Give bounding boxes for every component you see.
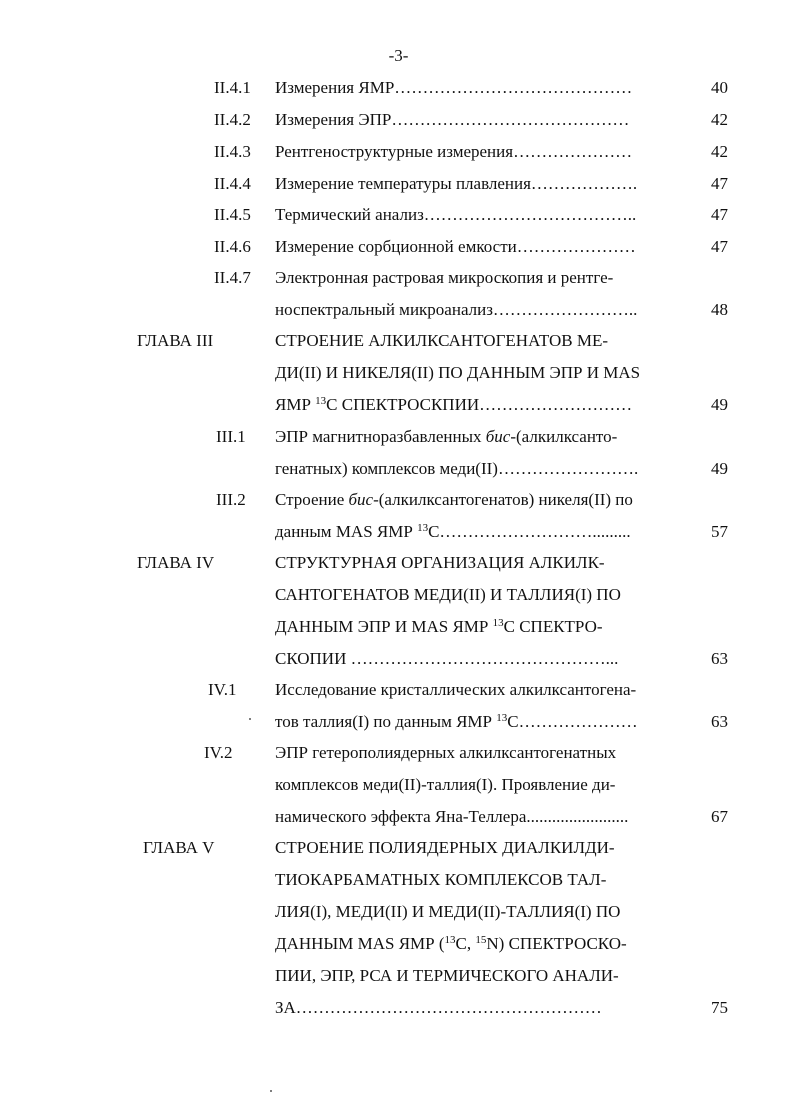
- scan-speck: [249, 718, 251, 720]
- text-segment: -(алкилксантогенатов) никеля(II) по: [373, 490, 633, 509]
- toc-entry-title: Термический анализ………………………………..: [275, 205, 637, 224]
- text-segment: N) СПЕКТРОСКО-: [486, 934, 627, 953]
- superscript: 13: [496, 712, 508, 724]
- superscript: 13: [444, 934, 456, 946]
- text-segment: С,: [455, 934, 476, 953]
- toc-entry-page: 63: [711, 649, 728, 668]
- toc-entry-number: II.4.7: [214, 268, 251, 287]
- toc-entry-page: 67: [711, 807, 728, 826]
- toc-entry-title-line: ЭПР гетерополиядерных алкилксантогенатных: [275, 743, 617, 762]
- toc-chapter-title-line: СКОПИИ ………………………………………...: [275, 649, 619, 668]
- toc-entry-number: III.1: [216, 427, 246, 446]
- toc-entry-number: II.4.5: [214, 205, 251, 224]
- toc-entry-page: 47: [711, 237, 728, 256]
- toc-entry-page: 42: [711, 142, 728, 161]
- toc-entry-page: 49: [711, 395, 728, 414]
- toc-chapter-label: ГЛАВА IV: [137, 553, 215, 572]
- toc-entry-title-line: [275, 427, 700, 447]
- toc-entry-title-line: [275, 712, 700, 732]
- toc-entry-page: 49: [711, 459, 728, 478]
- text-segment: -(алкилксанто-: [510, 427, 618, 446]
- text-segment: ЯМР: [275, 395, 316, 414]
- toc-chapter-label: ГЛАВА III: [137, 331, 214, 350]
- toc-entry-page: 42: [711, 110, 728, 129]
- toc-entry-title: Измерение температуры плавления……………….: [275, 174, 638, 193]
- text-segment: Строение: [275, 490, 349, 509]
- toc-entry-page: 48: [711, 300, 728, 319]
- toc-chapter-title-line: СТРУКТУРНАЯ ОРГАНИЗАЦИЯ АЛКИЛК-: [275, 553, 605, 572]
- text-segment: С…………………: [507, 712, 638, 731]
- superscript: 13: [315, 395, 327, 407]
- toc-entry-number: II.4.1: [214, 78, 251, 97]
- toc-entry-page: 47: [711, 174, 728, 193]
- toc-entry-title: Измерения ЯМР……………………………………: [275, 78, 633, 97]
- toc-entry-page: 40: [711, 78, 728, 97]
- toc-entry-title-line: генатных) комплексов меди(II)…………………….: [275, 459, 639, 478]
- toc-entry-number: IV.1: [208, 680, 237, 699]
- text-segment: ДАННЫМ MAS ЯМР (: [275, 934, 445, 953]
- toc-chapter-title-line: СТРОЕНИЕ ПОЛИЯДЕРНЫХ ДИАЛКИЛДИ-: [275, 838, 615, 857]
- toc-entry-number: II.4.6: [214, 237, 251, 256]
- toc-chapter-title-line: ЗА………………………………………………: [275, 998, 602, 1017]
- toc-entry-number: II.4.2: [214, 110, 251, 129]
- toc-chapter-title-line: ЛИЯ(I), МЕДИ(II) И МЕДИ(II)-ТАЛЛИЯ(I) ПО: [275, 902, 621, 921]
- toc-chapter-title-line: [275, 934, 700, 954]
- toc-chapter-title-line: СТРОЕНИЕ АЛКИЛКСАНТОГЕНАТОВ МЕ-: [275, 331, 609, 350]
- text-segment: ЭПР магнитноразбавленных: [275, 427, 486, 446]
- toc-entry-page: 63: [711, 712, 728, 731]
- text-segment: С СПЕКТРО-: [503, 617, 603, 636]
- italic-text: бис: [348, 490, 374, 509]
- toc-entry-title: Рентгеноструктурные измерения…………………: [275, 142, 633, 161]
- toc-chapter-title-line: [275, 395, 700, 415]
- toc-entry-title: Измерения ЭПР……………………………………: [275, 110, 630, 129]
- toc-entry-number: IV.2: [204, 743, 233, 762]
- superscript: 15: [475, 934, 487, 946]
- toc-chapter-title-line: ПИИ, ЭПР, РСА И ТЕРМИЧЕСКОГО АНАЛИ-: [275, 966, 619, 985]
- scan-speck: [270, 1090, 272, 1092]
- toc-chapter-label: ГЛАВА V: [143, 838, 215, 857]
- text-segment: данным MAS ЯМР: [275, 522, 418, 541]
- toc-entry-number: II.4.4: [214, 174, 251, 193]
- toc-entry-title-line: носпектральный микроанализ……………………..: [275, 300, 638, 319]
- toc-entry-title-line: [275, 490, 700, 510]
- toc-entry-title-line: комплексов меди(II)-таллия(I). Проявление ди-: [275, 775, 616, 794]
- toc-entry-title-line: Исследование кристаллических алкилксантогена-: [275, 680, 637, 699]
- toc-entry-number: III.2: [216, 490, 246, 509]
- page-number: -3-: [388, 46, 409, 65]
- toc-entry-number: II.4.3: [214, 142, 251, 161]
- toc-chapter-title-line: ТИОКАРБАМАТНЫХ КОМПЛЕКСОВ ТАЛ-: [275, 870, 607, 889]
- toc-chapter-title-line: [275, 617, 700, 637]
- italic-text: бис: [485, 427, 511, 446]
- toc-chapter-title-line: ДИ(II) И НИКЕЛЯ(II) ПО ДАННЫМ ЭПР И MAS: [275, 363, 641, 382]
- toc-entry-page: 57: [711, 522, 728, 541]
- toc-entry-page: 75: [711, 998, 728, 1017]
- text-segment: С……………………….........: [428, 522, 631, 541]
- superscript: 13: [417, 522, 429, 534]
- toc-chapter-title-line: САНТОГЕНАТОВ МЕДИ(II) И ТАЛЛИЯ(I) ПО: [275, 585, 621, 604]
- toc-entry-title-line: Электронная растровая микроскопия и рентге-: [275, 268, 614, 287]
- toc-entry-page: 47: [711, 205, 728, 224]
- text-segment: ДАННЫМ ЭПР И MAS ЯМР: [275, 617, 493, 636]
- superscript: 13: [492, 617, 504, 629]
- toc-entry-title-line: [275, 522, 700, 542]
- toc-entry-title: Измерение сорбционной емкости…………………: [275, 237, 636, 256]
- text-segment: тов таллия(I) по данным ЯМР: [275, 712, 497, 731]
- text-segment: С СПЕКТРОСКПИИ………………………: [326, 395, 633, 414]
- toc-entry-title-line: намического эффекта Яна-Теллера........................: [275, 807, 629, 826]
